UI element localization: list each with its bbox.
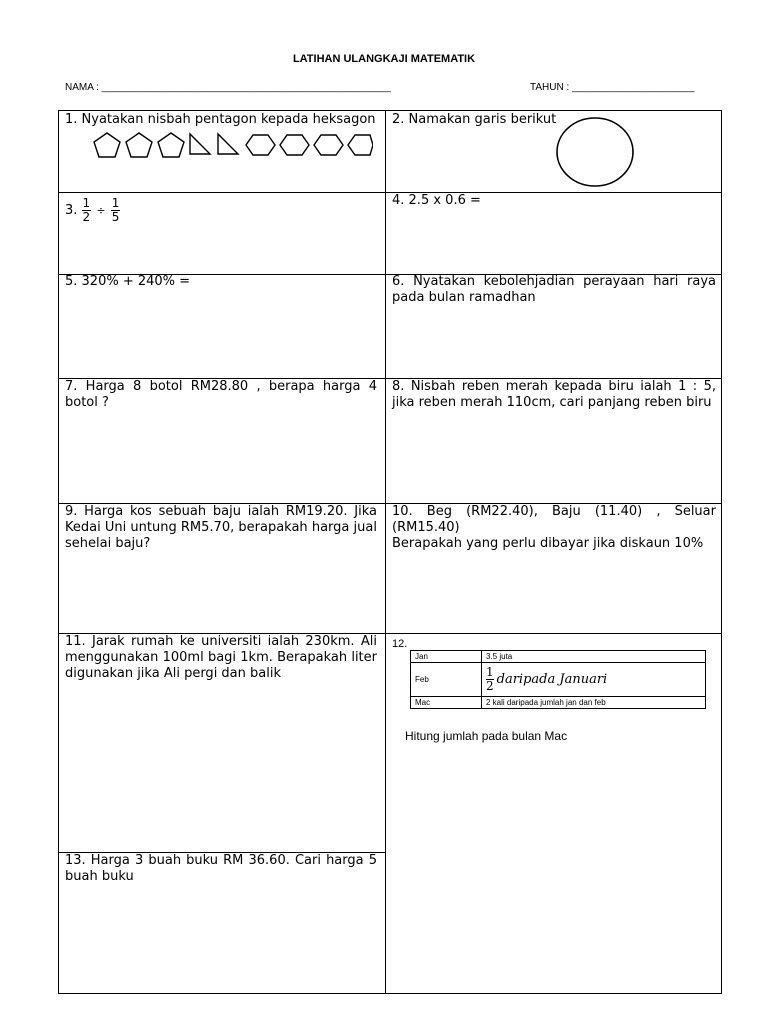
tahun-field-label: TAHUN : ______________________: [530, 82, 695, 93]
question-7: 7. Harga 8 botol RM28.80 , berapa harga 4 botol ?: [65, 379, 377, 410]
nama-field-label: NAMA : ____________________________________________________: [65, 82, 391, 93]
circle-icon: [555, 116, 635, 188]
question-10-prompt: Berapakah yang perlu dibayar jika diskaun 10%: [392, 536, 704, 551]
question-grid: [58, 110, 722, 994]
table-row: [411, 651, 706, 663]
question-12-label: 12.: [392, 638, 408, 650]
value-cell: [482, 663, 706, 697]
column-divider: [385, 111, 386, 993]
value-cell: 3.5 juta: [482, 651, 706, 663]
table-row: [411, 663, 706, 697]
denominator: 5: [111, 210, 120, 224]
question-10-items: 10. Beg (RM22.40), Baju (11.40) , Seluar (RM15.40): [392, 504, 716, 535]
question-8: 8. Nisbah reben merah kepada biru ialah 1 : 5, jika reben merah 110cm, cari panjang reben biru: [392, 379, 716, 410]
fraction-one-half: [486, 666, 494, 693]
divide-symbol: ÷: [96, 203, 106, 217]
fraction-one-half: [82, 197, 92, 224]
question-12-instruction: Hitung jumlah pada bulan Mac: [405, 729, 568, 743]
question-6: 6. Nyatakan kebolehjadian perayaan hari raya pada bulan ramadhan: [392, 274, 716, 305]
numerator: 1: [82, 196, 91, 210]
denominator: 2: [486, 679, 494, 693]
fraction-one-fifth: [111, 197, 121, 224]
month-cell: Mac: [411, 697, 482, 709]
shapes-icon: [93, 131, 373, 161]
numerator: 1: [486, 665, 494, 679]
table-row: [411, 697, 706, 709]
question-9: 9. Harga kos sebuah baju ialah RM19.20. Jika Kedai Uni untung RM5.70, berapakah harga jual sehelai baju?: [65, 504, 377, 551]
question-10: [392, 504, 716, 552]
question-3: [65, 197, 377, 224]
question-12-table: [410, 650, 706, 709]
question-3-number: 3.: [65, 203, 78, 218]
question-2: 2. Namakan garis berikut: [392, 112, 557, 127]
question-5: 5. 320% + 240% =: [65, 274, 191, 289]
month-cell: Jan: [411, 651, 482, 663]
numerator: 1: [111, 196, 120, 210]
question-4: 4. 2.5 x 0.6 =: [392, 193, 481, 208]
value-cell: 2 kali daripada jumlah jan dan feb: [482, 697, 706, 709]
feb-value-text: daripada Januari: [496, 672, 608, 687]
page-title: LATIHAN ULANGKAJI MATEMATIK: [292, 53, 476, 65]
month-cell: Feb: [411, 663, 482, 697]
question-11: 11. Jarak rumah ke universiti ialah 230km. Ali menggunakan 100ml bagi 1km. Berapakah liter digunakan jika Ali pergi dan balik: [65, 634, 377, 681]
question-13: 13. Harga 3 buah buku RM 36.60. Cari harga 5 buah buku: [65, 853, 377, 884]
question-1: 1. Nyatakan nisbah pentagon kepada heksagon: [65, 112, 376, 127]
denominator: 2: [82, 210, 91, 224]
